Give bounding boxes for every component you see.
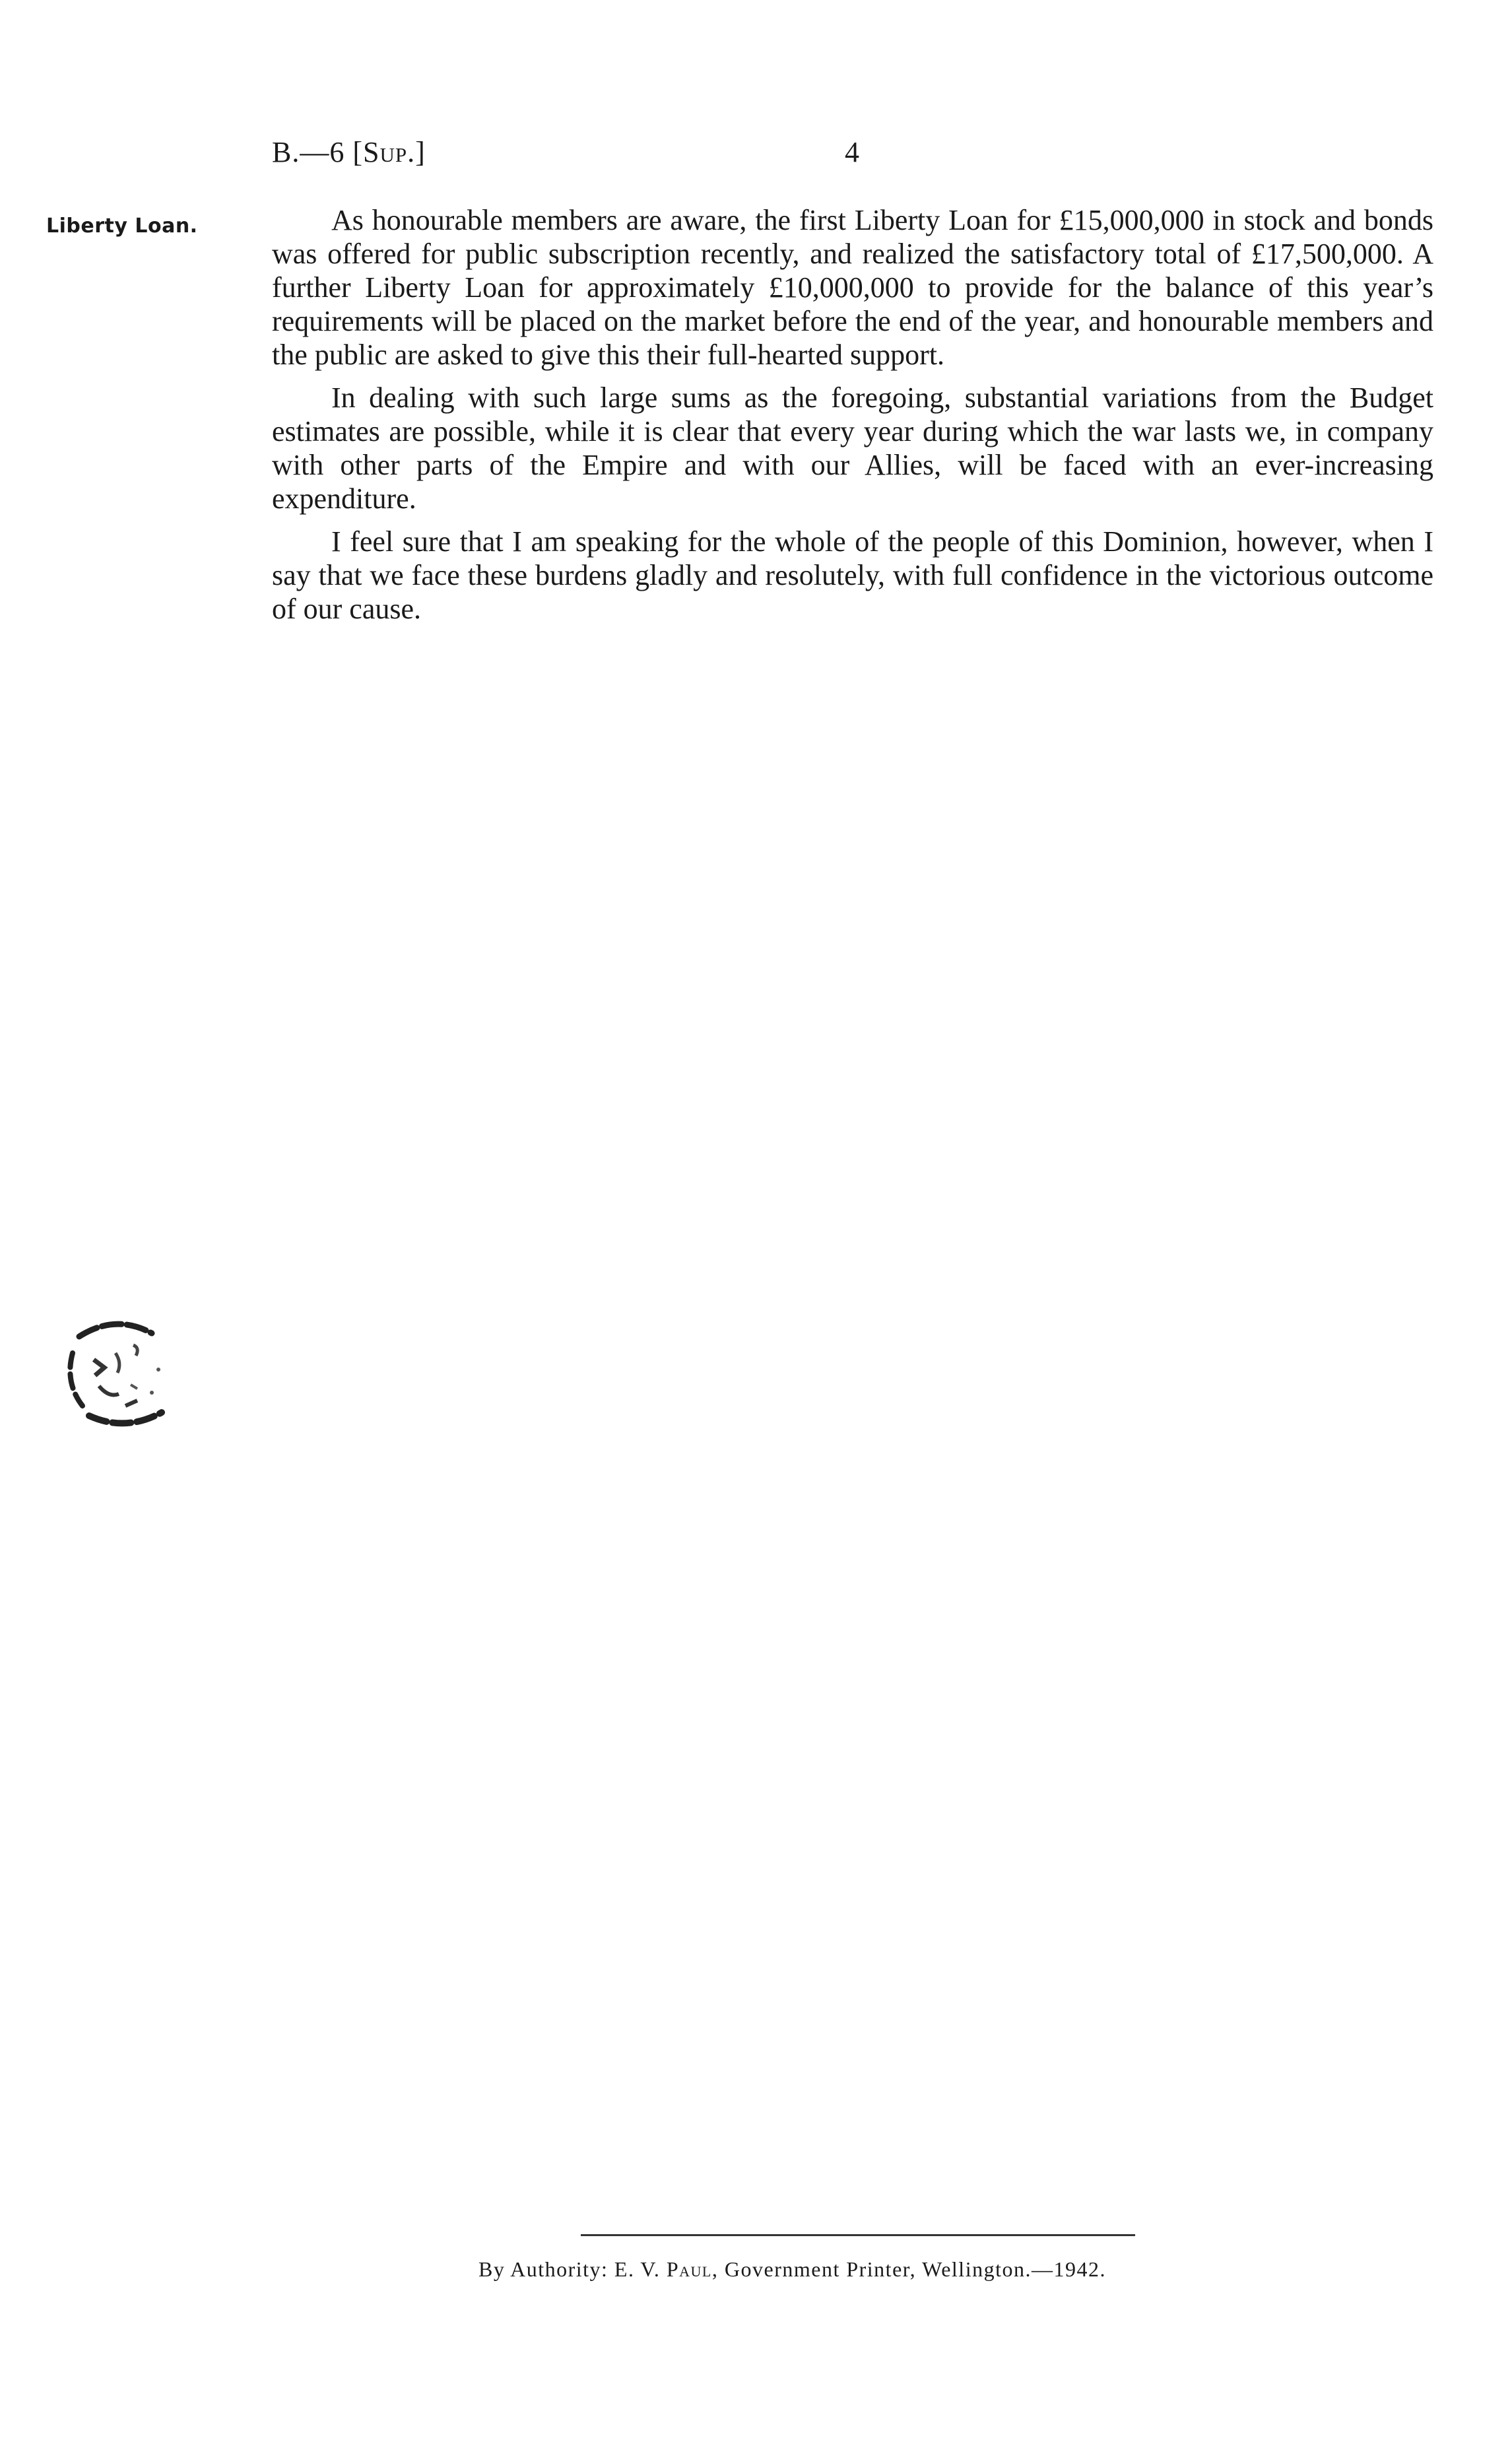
doc-ref-end: .] [407,136,426,168]
printer-imprint [478,2257,1106,2282]
doc-ref-small-caps: up [379,136,408,168]
paragraph: As honourable members are aware, the first Liberty Loan for £15,000,000 in stock and bonds was offered for public subscription recently, and realized the satisfactory total of £17,500,000. A further Liberty Loan for approximately £10,000,000 to provide for the balance of this year’s requirements will be placed on the market before the end of the year, and honourable members and the public are asked to give this their full-hearted support. [272,204,1433,371]
footer-rule [581,2234,1135,2236]
imprint-small-caps: aul [679,2257,712,2281]
paragraph: I feel sure that I am speaking for the whole of the people of this Dominion, however, when I say that we face these burdens gladly and resolutely, with full confidence in the victorious outcome of our cause. [272,525,1433,625]
page-header [272,135,1512,182]
body-text [272,203,1433,635]
page-number: 4 [845,136,859,168]
document-reference [272,135,426,169]
imprint-prefix: By Authority: E. V. P [478,2257,680,2281]
margin-note: Liberty Loan. [46,215,198,238]
imprint-suffix: , Government Printer, Wellington.—1942. [711,2257,1106,2281]
paragraph: In dealing with such large sums as the foregoing, substantial variations from the Budget estimates are possible, while it is clear that every year during which the war lasts we, in company with other parts of the Empire and with our Allies, will be faced with an ever-increasing expenditure. [272,381,1433,515]
library-stamp [53,1307,185,1439]
doc-ref-main: B.—6 [S [272,136,380,168]
